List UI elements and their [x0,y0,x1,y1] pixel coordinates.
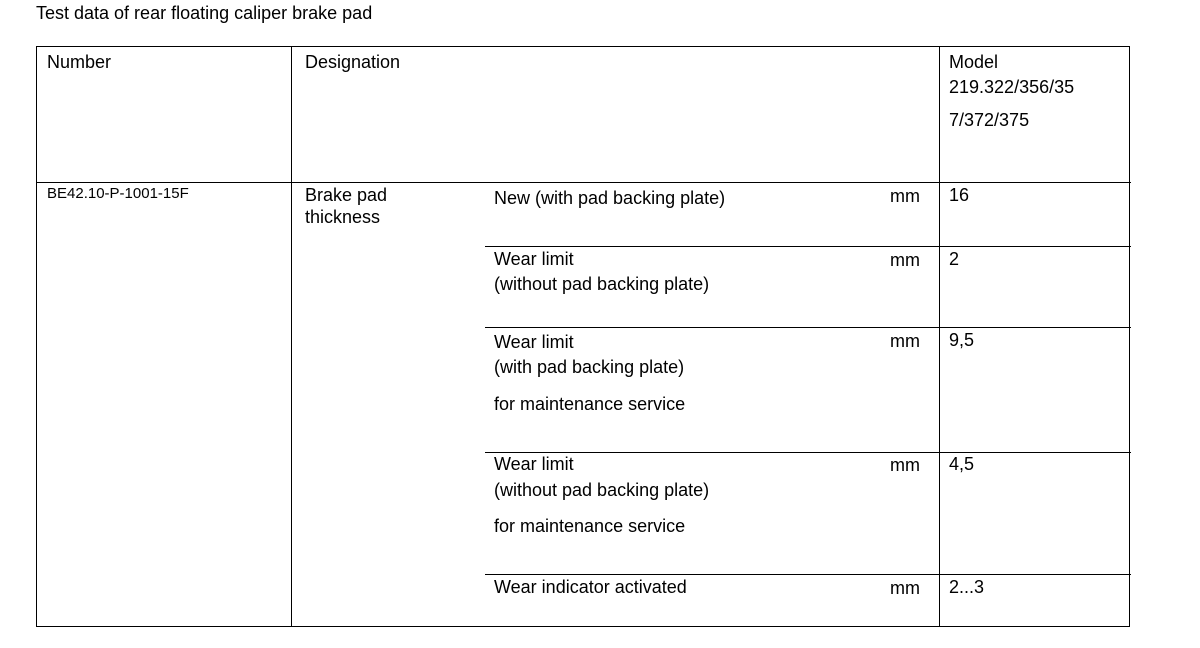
row-divider-2 [485,327,1131,328]
row-divider-1 [485,246,1131,247]
brake-pad-data-table [36,46,1130,627]
row-2-value: 2 [949,249,960,269]
row-3-description: Wear limit [494,332,574,352]
row-2-unit: mm [890,250,920,270]
designation-thickness: thickness [305,207,381,227]
row-1-description: New (with pad backing plate) [494,188,726,208]
row-3-description-note: for maintenance service [494,394,686,414]
row-5-description: Wear indicator activated [494,577,687,597]
row-2-description-detail: (without pad backing plate) [494,274,710,294]
row-2-description: Wear limit [494,249,574,269]
row-4-description: Wear limit [494,454,574,474]
row-3-unit: mm [890,331,920,351]
column-divider-model [939,47,940,626]
row-1-unit: mm [890,186,920,206]
document-title: Test data of rear floating caliper brake pad [36,3,373,23]
row-divider-3 [485,452,1131,453]
row-1-value: 16 [949,185,970,205]
header-designation: Designation [305,52,401,72]
row-5-value: 2...3 [949,577,985,597]
row-5-unit: mm [890,578,920,598]
row-4-value: 4,5 [949,454,975,474]
row-3-value: 9,5 [949,330,975,350]
row-4-description-note: for maintenance service [494,516,686,536]
document-number: BE42.10-P-1001-15F [47,185,189,202]
row-4-unit: mm [890,455,920,475]
designation-brake-pad: Brake pad [305,185,388,205]
row-4-description-detail: (without pad backing plate) [494,480,710,500]
header-model-codes-1: 219.322/356/35 [949,77,1075,97]
row-3-description-detail: (with pad backing plate) [494,357,685,377]
header-model: Model [949,52,999,72]
header-number: Number [47,52,112,72]
column-divider-number [291,47,292,626]
header-model-codes-2: 7/372/375 [949,110,1030,130]
